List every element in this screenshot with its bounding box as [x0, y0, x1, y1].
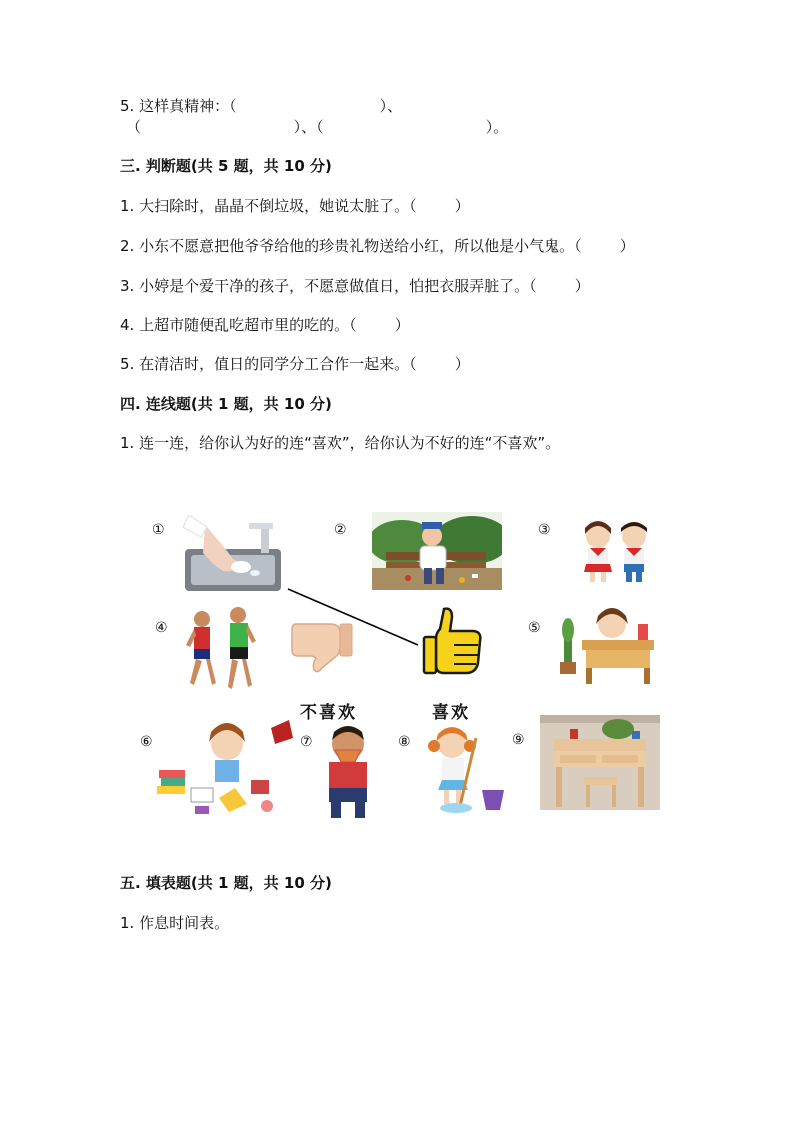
two-kids-picture	[576, 518, 656, 584]
section3-title: 三. 判断题(共 5 题，共 10 分)	[120, 157, 332, 175]
tidy-desk-picture	[540, 715, 660, 810]
section4-title: 四. 连线题(共 1 题，共 10 分)	[120, 395, 332, 413]
section3-item-5: 5. 在清洁时，值日的同学分工合作一起来。（ ）	[120, 355, 470, 373]
marker-8: ⑧	[398, 734, 411, 750]
section5-title: 五. 填表题(共 1 题，共 10 分)	[120, 874, 332, 892]
marker-4: ④	[155, 620, 168, 636]
marker-7: ⑦	[300, 734, 313, 750]
handwashing-picture	[183, 515, 293, 595]
marker-9: ⑨	[512, 732, 525, 748]
littering-picture	[372, 512, 502, 590]
q5-line2: （ ）、（ ）。	[126, 118, 509, 136]
messy-room-picture	[155, 718, 295, 818]
section3-item-2: 2. 小东不愿意把他爷爷给他的珍贵礼物送给小红，所以他是小气鬼。（ ）	[120, 237, 635, 255]
section5-question: 1. 作息时间表。	[120, 914, 230, 932]
girl-mopping-picture	[420, 724, 510, 816]
section3-item-4: 4. 上超市随便乱吃超市里的吃的。（ ）	[120, 316, 410, 334]
marker-5: ⑤	[528, 620, 541, 636]
marker-2: ②	[334, 522, 347, 538]
q5-line1: 5. 这样真精神：（ ）、	[120, 97, 403, 115]
runners-picture	[182, 605, 262, 705]
dislike-label: 不喜欢	[300, 703, 357, 723]
marker-1: ①	[152, 522, 165, 538]
thumbs-up-icon	[420, 605, 490, 677]
boy-eating-picture	[317, 722, 379, 820]
matching-area	[0, 500, 794, 830]
marker-3: ③	[538, 522, 551, 538]
sleeping-at-desk-picture	[556, 606, 660, 686]
section3-item-1: 1. 大扫除时，晶晶不倒垃圾，她说太脏了。（ ）	[120, 197, 470, 215]
thumbs-down-icon	[290, 618, 354, 676]
marker-6: ⑥	[140, 734, 153, 750]
section3-item-3: 3. 小婷是个爱干净的孩子，不愿意做值日，怕把衣服弄脏了。（ ）	[120, 277, 590, 295]
like-label: 喜欢	[432, 703, 470, 723]
section4-question: 1. 连一连，给你认为好的连“喜欢”，给你认为不好的连“不喜欢”。	[120, 434, 561, 452]
